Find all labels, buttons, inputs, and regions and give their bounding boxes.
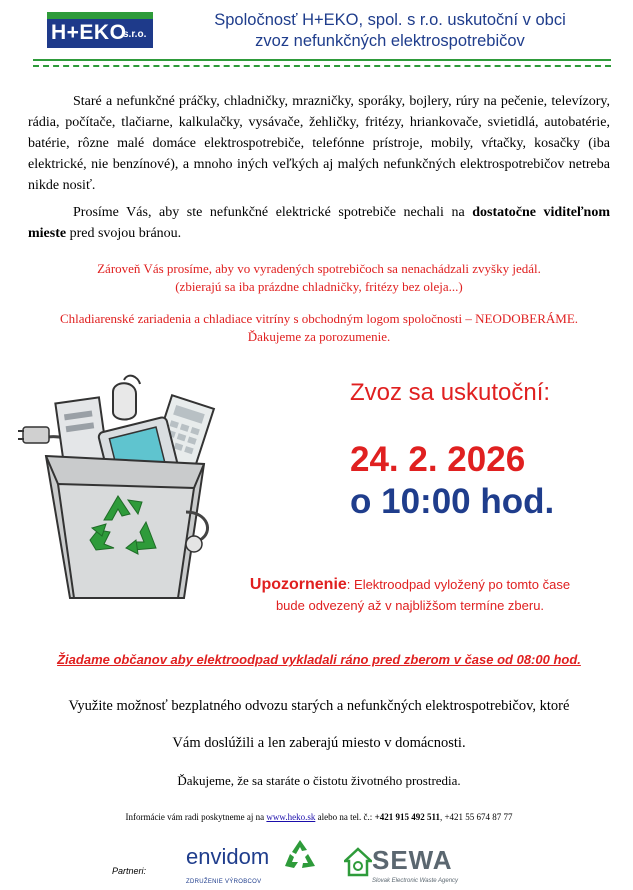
placement-text-end: pred svojou bránou. — [66, 226, 182, 241]
warning-label: Upozornenie — [249, 576, 347, 593]
partners-label: Partneri: — [112, 866, 147, 876]
collection-label: Zvoz sa uskutoční: — [350, 379, 551, 406]
sewa-logo — [344, 845, 464, 890]
info-prefix: Informácie vám radi poskytneme aj na — [125, 812, 267, 822]
heko-logo — [47, 12, 153, 51]
cooling-notice — [28, 310, 610, 346]
collection-date: 24. 2. 2026 — [350, 440, 526, 479]
food-notice-line-1: Zároveň Vás prosíme, aby vo vyradených spotrebičoch sa nenachádzali zvyšky jedál. — [97, 261, 541, 276]
website-link[interactable]: www.heko.sk — [266, 812, 316, 822]
envidom-name: envidom — [186, 844, 270, 869]
placement-text-start: Prosíme Vás, aby ste nefunkčné elektrické spotrebiče nechali na — [73, 205, 473, 220]
logo-text: H+EKO — [51, 21, 127, 44]
appliances-paragraph: Staré a nefunkčné práčky, chladničky, mrazničky, sporáky, bojlery, rúry na pečenie, televízory, rádia, počítače, tlačiarne, kalkulačky, vysávače, žehličky, fritézy, hriankovače, svietidlá, autobatérie, batérie, rôzne malé domáce elektrospotrebiče, telefónne prístroje, mobily, vŕtačky, kosačky (iba elektrické, nie benzínové), a mnoho iných veľkých aj malých nefunkčných elektrospotrebičov netreba nikde nosiť. — [28, 94, 610, 193]
envidom-recycle-icon — [282, 838, 318, 874]
sewa-name: SEWA — [372, 845, 453, 875]
cooling-notice-line-2: Ďakujeme za porozumenie. — [247, 329, 391, 344]
envidom-logo — [186, 838, 326, 890]
logo-green-bar — [47, 12, 153, 19]
closing-line-1: Využite možnosť bezplatného odvozu starých a nefunkčných elektrospotrebičov, ktoré — [68, 698, 570, 714]
closing-line-2: Vám doslúžili a len zaberajú miesto v domácnosti. — [172, 735, 466, 751]
food-notice-line-2: (zbierajú sa iba prázdne chladničky, fritézy bez oleja...) — [175, 279, 463, 294]
title-line-1: Spoločnosť H+EKO, spol. s r.o. uskutoční v obci — [214, 11, 566, 29]
contact-info — [28, 812, 610, 822]
logo-suffix: s.r.o. — [123, 29, 147, 40]
cooling-notice-line-1: Chladiarenské zariadenia a chladiace vitríny s obchodným logom spoločnosti – NEODOBERÁME. — [59, 311, 579, 326]
thanks-line: Ďakujeme, že sa staráte o čistotu životného prostredia. — [177, 773, 461, 788]
collection-time: o 10:00 hod. — [350, 482, 555, 521]
placement-paragraph — [28, 202, 610, 244]
morning-request: Žiadame občanov aby elektroodpad vykladali ráno pred zberom v čase od 08:00 hod. — [57, 652, 581, 667]
placement-emphasis: dostatočne viditeľnom mieste — [28, 205, 610, 241]
sewa-subtitle: Slovak Electronic Waste Agency — [372, 878, 459, 884]
header-divider-dashed — [33, 65, 611, 67]
envidom-subtitle: ZDRUŽENIE VÝROBCOV — [186, 879, 262, 885]
header-divider — [33, 59, 611, 61]
title-line-2: zvoz nefunkčných elektrospotrebičov — [255, 32, 525, 50]
warning-text-2: bude odvezený až v najbližšom termíne zberu. — [275, 598, 545, 613]
info-middle: alebo na tel. č.: — [315, 812, 375, 822]
recycling-bin-illustration — [18, 372, 228, 610]
phone-secondary: , +421 55 674 87 77 — [439, 812, 513, 822]
warning-notice — [220, 574, 600, 616]
page-title — [170, 10, 610, 52]
warning-text-1: : Elektroodpad vyložený po tomto čase — [346, 577, 571, 592]
sewa-house-icon — [344, 847, 372, 877]
food-notice — [28, 260, 610, 296]
phone-primary: +421 915 492 511 — [374, 812, 440, 822]
